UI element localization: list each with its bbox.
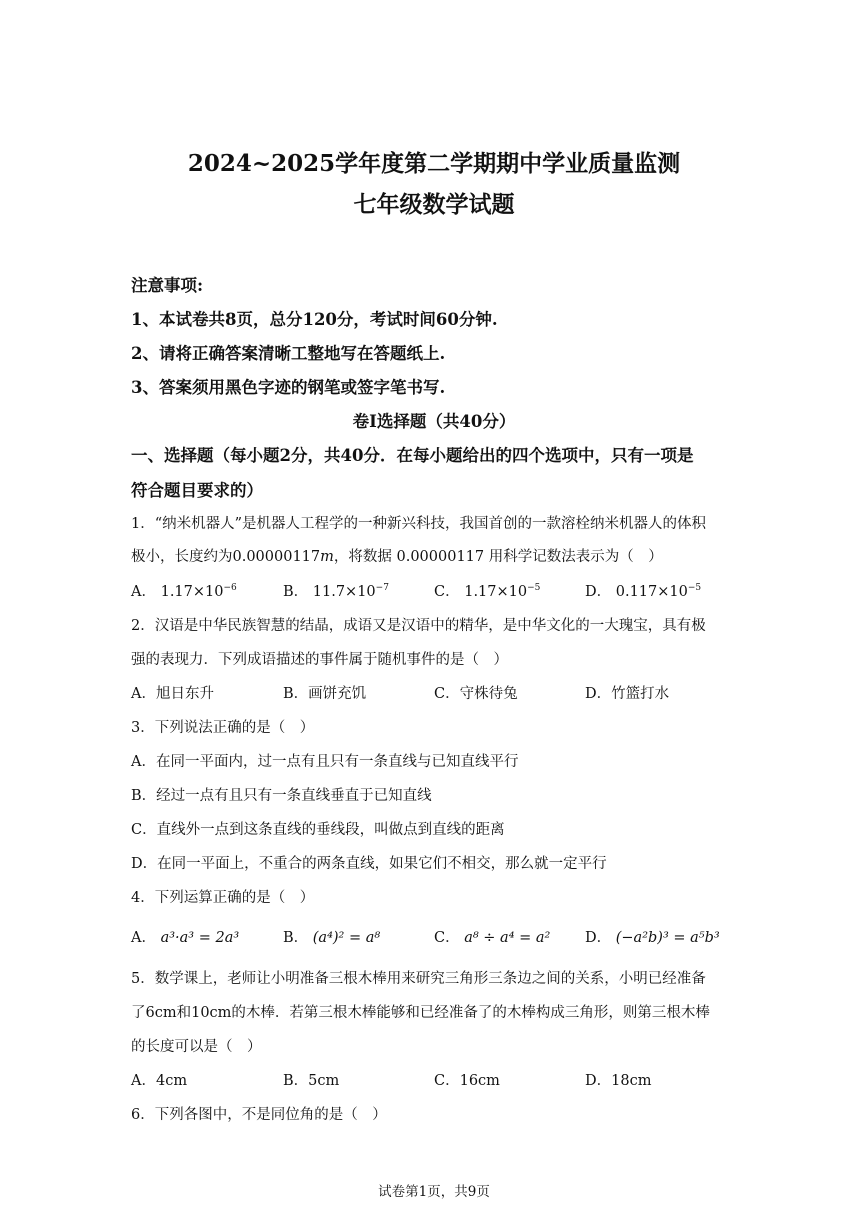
q5-stem-line1: 5．数学课上，老师让小明准备三根木棒用来研究三角形三条边之间的关系，小明已经准备 xyxy=(131,971,706,987)
part-title: 卷Ⅰ选择题（共40分） xyxy=(352,412,516,431)
q3-option-a: A．在同一平面内，过一点有且只有一条直线与已知直线平行 xyxy=(131,754,519,770)
q5-stem-line3: 的长度可以是（ ） xyxy=(131,1039,262,1055)
q5-option-d: D．18cm xyxy=(585,1073,652,1089)
q2-option-a: A．旭日东升 xyxy=(131,686,214,702)
q5-option-b: B．5cm xyxy=(283,1073,340,1089)
q1-option-d: D． $0.117\times 10^{-5}$ xyxy=(585,583,702,600)
section-heading-line2: 符合题目要求的） xyxy=(131,481,263,500)
page-title-line2: 七年级数学试题 xyxy=(353,191,515,218)
q2-option-c: C．守株待兔 xyxy=(434,686,518,702)
notes-item-2: 2、请将正确答案清晰工整地写在答题纸上. xyxy=(131,344,446,363)
q3-option-b: B．经过一点有且只有一条直线垂直于已知直线 xyxy=(131,788,432,804)
q5-stem-line2: 了6cm和10cm的木棒．若第三根木棒能够和已经准备了的木棒构成三角形，则第三根木棒 xyxy=(131,1005,710,1021)
q4-stem: 4．下列运算正确的是（ ） xyxy=(131,890,315,906)
q1-stem-line2: 极小，长度约为0.00000117m，将数据 0.00000117 用科学记数法表示为（ ） xyxy=(131,549,663,565)
q4-option-b: B． (a⁴)² = a⁸ xyxy=(283,930,381,946)
section-heading-line1: 一、选择题（每小题2分，共40分．在每小题给出的四个选项中，只有一项是 xyxy=(131,446,694,465)
q2-stem-line2: 强的表现力．下列成语描述的事件属于随机事件的是（ ） xyxy=(131,652,508,668)
page-footer: 试卷第1页，共9页 xyxy=(378,1184,490,1200)
q1-option-b: B． $11.7\times 10^{-7}$ xyxy=(283,583,389,600)
q1-option-c: C． $1.17\times 10^{-5}$ xyxy=(434,583,541,600)
q1-option-a: A． $1.17\times 10^{-6}$ xyxy=(131,583,237,600)
q4-option-c: C． a⁸ ÷ a⁴ = a² xyxy=(434,930,551,946)
q5-option-a: A．4cm xyxy=(131,1073,188,1089)
page-title-line1: 2024~2025学年度第二学期期中学业质量监测 xyxy=(187,150,681,177)
notes-item-3: 3、答案须用黑色字迹的钢笔或签字笔书写. xyxy=(131,378,446,397)
q6-stem: 6．下列各图中，不是同位角的是（ ） xyxy=(131,1107,387,1123)
notes-heading: 注意事项: xyxy=(131,276,204,295)
q2-option-b: B．画饼充饥 xyxy=(283,686,367,702)
q4-option-a: A． a³·a³ = 2a³ xyxy=(131,930,240,946)
q3-option-c: C．直线外一点到这条直线的垂线段，叫做点到直线的距离 xyxy=(131,822,505,838)
q2-option-d: D．竹篮打水 xyxy=(585,686,670,702)
q2-stem-line1: 2．汉语是中华民族智慧的结晶，成语又是汉语中的精华，是中华文化的一大瑰宝，具有极 xyxy=(131,618,706,634)
q4-option-d: D． (−a²b)³ = a⁵b³ xyxy=(585,930,720,946)
q3-option-d: D．在同一平面上，不重合的两条直线，如果它们不相交，那么就一定平行 xyxy=(131,856,607,872)
q5-option-c: C．16cm xyxy=(434,1073,500,1089)
q3-stem: 3．下列说法正确的是（ ） xyxy=(131,720,315,736)
q1-stem-line1: 1．“纳米机器人”是机器人工程学的一种新兴科技，我国首创的一款溶栓纳米机器人的体积 xyxy=(131,516,707,532)
notes-item-1: 1、本试卷共8页，总分120分，考试时间60分钟. xyxy=(131,310,498,329)
